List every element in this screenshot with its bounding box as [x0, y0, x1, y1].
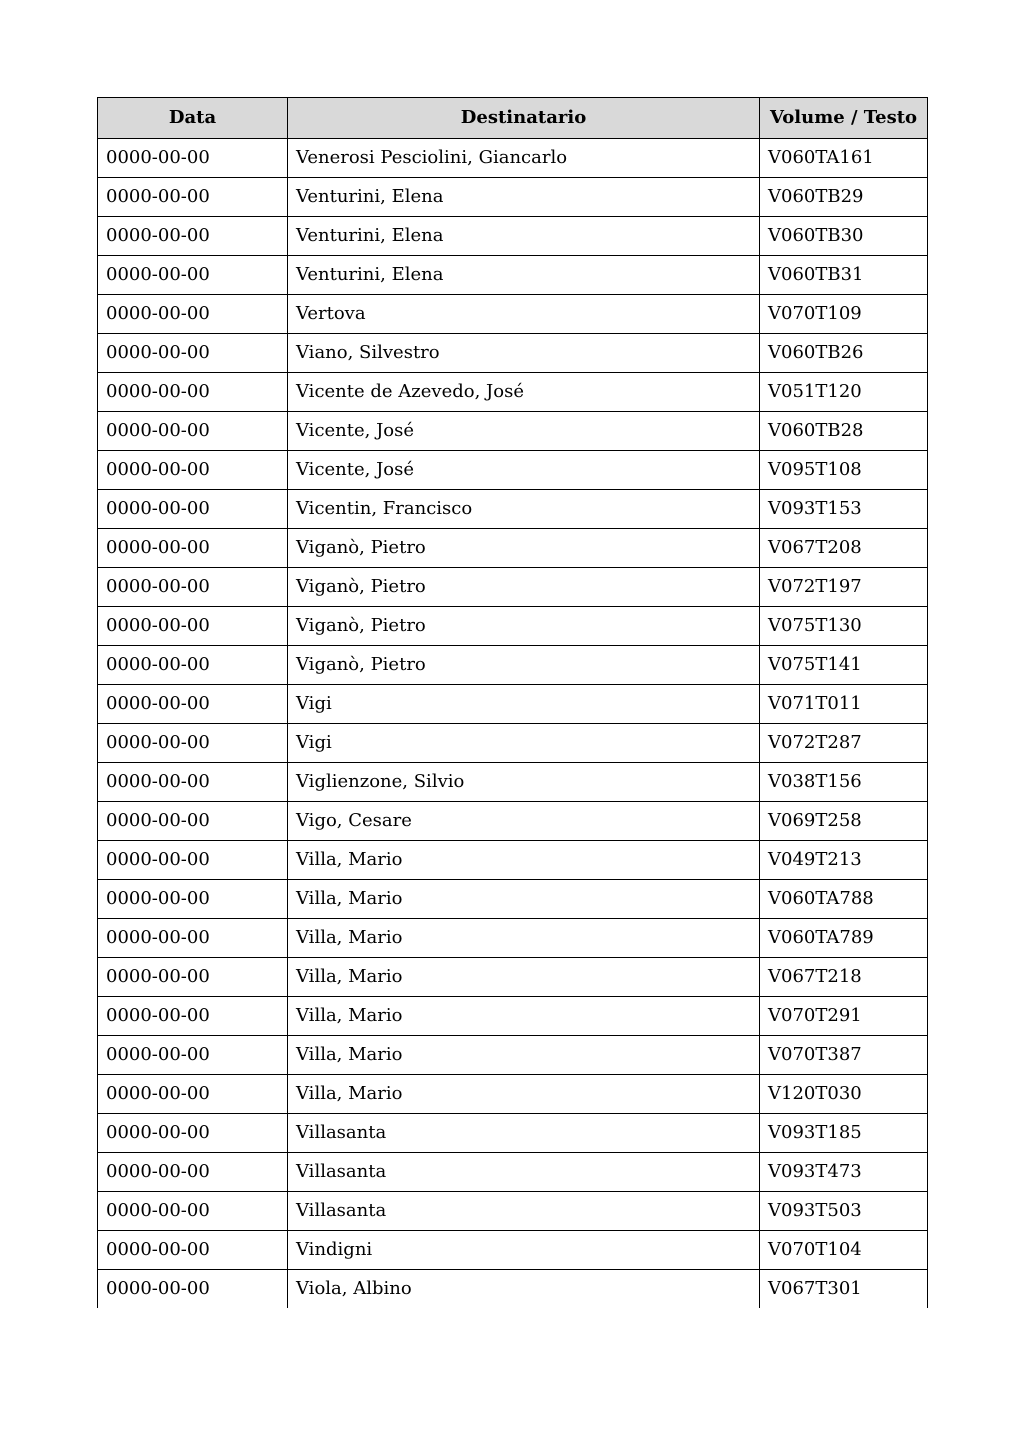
- cell-date: 0000-00-00: [98, 256, 288, 295]
- cell-recipient: Vigi: [288, 724, 760, 763]
- cell-date: 0000-00-00: [98, 802, 288, 841]
- cell-recipient: Villasanta: [288, 1192, 760, 1231]
- cell-date: 0000-00-00: [98, 1231, 288, 1270]
- table-row: [98, 802, 928, 841]
- cell-recipient: Vicente, José: [288, 412, 760, 451]
- table-row: [98, 997, 928, 1036]
- cell-recipient: Venturini, Elena: [288, 217, 760, 256]
- table-row: [98, 334, 928, 373]
- cell-recipient: Villa, Mario: [288, 880, 760, 919]
- cell-recipient: Villa, Mario: [288, 1036, 760, 1075]
- table-row: [98, 1231, 928, 1270]
- cell-recipient: Villa, Mario: [288, 841, 760, 880]
- cell-recipient: Viglienzone, Silvio: [288, 763, 760, 802]
- table-row: [98, 1153, 928, 1192]
- cell-date: 0000-00-00: [98, 529, 288, 568]
- column-header-recipient: Destinatario: [288, 98, 760, 139]
- table-row: [98, 1192, 928, 1231]
- cell-recipient: Vindigni: [288, 1231, 760, 1270]
- column-header-volume: Volume / Testo: [760, 98, 928, 139]
- cell-recipient: Vertova: [288, 295, 760, 334]
- cell-recipient: Venerosi Pesciolini, Giancarlo: [288, 139, 760, 178]
- table-row: [98, 295, 928, 334]
- cell-date: 0000-00-00: [98, 334, 288, 373]
- cell-recipient: Villa, Mario: [288, 997, 760, 1036]
- cell-date: 0000-00-00: [98, 724, 288, 763]
- cell-date: 0000-00-00: [98, 685, 288, 724]
- cell-volume: V070T387: [760, 1036, 928, 1075]
- cell-volume: V038T156: [760, 763, 928, 802]
- table-row: [98, 958, 928, 997]
- cell-recipient: Viola, Albino: [288, 1270, 760, 1309]
- table-row: [98, 841, 928, 880]
- cell-date: 0000-00-00: [98, 217, 288, 256]
- cell-recipient: Villasanta: [288, 1114, 760, 1153]
- cell-date: 0000-00-00: [98, 568, 288, 607]
- cell-volume: V060TB30: [760, 217, 928, 256]
- cell-recipient: Villa, Mario: [288, 919, 760, 958]
- table-body: [98, 139, 928, 1309]
- table-row: [98, 763, 928, 802]
- cell-volume: V072T287: [760, 724, 928, 763]
- cell-volume: V060TB26: [760, 334, 928, 373]
- cell-volume: V070T109: [760, 295, 928, 334]
- table-row: [98, 1114, 928, 1153]
- cell-volume: V060TA789: [760, 919, 928, 958]
- table-row: [98, 919, 928, 958]
- cell-recipient: Viganò, Pietro: [288, 646, 760, 685]
- cell-date: 0000-00-00: [98, 139, 288, 178]
- cell-volume: V067T218: [760, 958, 928, 997]
- cell-volume: V067T301: [760, 1270, 928, 1309]
- cell-date: 0000-00-00: [98, 1075, 288, 1114]
- cell-volume: V060TA788: [760, 880, 928, 919]
- cell-date: 0000-00-00: [98, 1192, 288, 1231]
- cell-date: 0000-00-00: [98, 607, 288, 646]
- cell-date: 0000-00-00: [98, 1270, 288, 1309]
- cell-date: 0000-00-00: [98, 919, 288, 958]
- cell-recipient: Viganò, Pietro: [288, 529, 760, 568]
- cell-volume: V070T291: [760, 997, 928, 1036]
- table-row: [98, 139, 928, 178]
- cell-date: 0000-00-00: [98, 646, 288, 685]
- cell-volume: V093T153: [760, 490, 928, 529]
- cell-recipient: Villa, Mario: [288, 1075, 760, 1114]
- cell-volume: V075T130: [760, 607, 928, 646]
- column-header-date: Data: [98, 98, 288, 139]
- cell-date: 0000-00-00: [98, 997, 288, 1036]
- cell-volume: V075T141: [760, 646, 928, 685]
- table-row: [98, 646, 928, 685]
- cell-volume: V093T503: [760, 1192, 928, 1231]
- cell-date: 0000-00-00: [98, 1153, 288, 1192]
- cell-volume: V060TB31: [760, 256, 928, 295]
- cell-date: 0000-00-00: [98, 880, 288, 919]
- cell-recipient: Vicente de Azevedo, José: [288, 373, 760, 412]
- table-row: [98, 412, 928, 451]
- cell-date: 0000-00-00: [98, 1036, 288, 1075]
- cell-date: 0000-00-00: [98, 412, 288, 451]
- table-row: [98, 1075, 928, 1114]
- table-row: [98, 724, 928, 763]
- cell-date: 0000-00-00: [98, 178, 288, 217]
- table-header-row: [98, 98, 928, 139]
- cell-volume: V072T197: [760, 568, 928, 607]
- cell-recipient: Vicentin, Francisco: [288, 490, 760, 529]
- cell-recipient: Venturini, Elena: [288, 178, 760, 217]
- table-row: [98, 568, 928, 607]
- table-row: [98, 490, 928, 529]
- table-row: [98, 685, 928, 724]
- cell-date: 0000-00-00: [98, 490, 288, 529]
- cell-date: 0000-00-00: [98, 295, 288, 334]
- cell-volume: V093T185: [760, 1114, 928, 1153]
- cell-recipient: Viano, Silvestro: [288, 334, 760, 373]
- cell-volume: V060TA161: [760, 139, 928, 178]
- table-row: [98, 529, 928, 568]
- cell-volume: V049T213: [760, 841, 928, 880]
- cell-recipient: Vicente, José: [288, 451, 760, 490]
- table-row: [98, 451, 928, 490]
- cell-recipient: Venturini, Elena: [288, 256, 760, 295]
- cell-volume: V095T108: [760, 451, 928, 490]
- cell-volume: V071T011: [760, 685, 928, 724]
- cell-recipient: Vigo, Cesare: [288, 802, 760, 841]
- table-row: [98, 178, 928, 217]
- table-row: [98, 880, 928, 919]
- cell-volume: V070T104: [760, 1231, 928, 1270]
- cell-date: 0000-00-00: [98, 958, 288, 997]
- table-row: [98, 1036, 928, 1075]
- table-row: [98, 1270, 928, 1309]
- cell-volume: V060TB28: [760, 412, 928, 451]
- cell-volume: V093T473: [760, 1153, 928, 1192]
- cell-recipient: Villasanta: [288, 1153, 760, 1192]
- cell-volume: V069T258: [760, 802, 928, 841]
- cell-date: 0000-00-00: [98, 763, 288, 802]
- cell-volume: V051T120: [760, 373, 928, 412]
- cell-date: 0000-00-00: [98, 841, 288, 880]
- cell-volume: V060TB29: [760, 178, 928, 217]
- cell-volume: V067T208: [760, 529, 928, 568]
- table-row: [98, 373, 928, 412]
- cell-recipient: Villa, Mario: [288, 958, 760, 997]
- cell-date: 0000-00-00: [98, 1114, 288, 1153]
- cell-recipient: Viganò, Pietro: [288, 568, 760, 607]
- cell-date: 0000-00-00: [98, 373, 288, 412]
- cell-recipient: Vigi: [288, 685, 760, 724]
- table-row: [98, 256, 928, 295]
- cell-date: 0000-00-00: [98, 451, 288, 490]
- letters-table: [97, 97, 928, 1308]
- table-row: [98, 607, 928, 646]
- cell-volume: V120T030: [760, 1075, 928, 1114]
- cell-recipient: Viganò, Pietro: [288, 607, 760, 646]
- table-row: [98, 217, 928, 256]
